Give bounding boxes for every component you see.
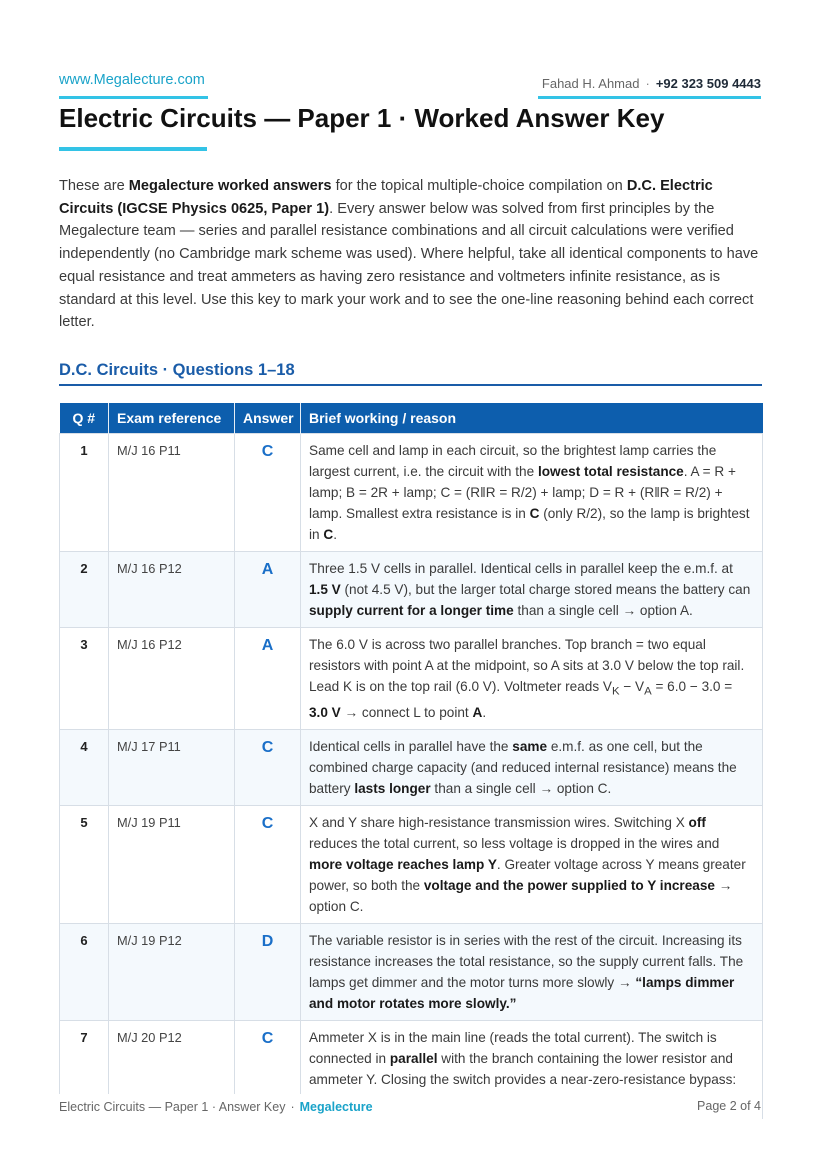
intro-text: . Every answer below was solved from first principles by the Megalecture team — series and parallel resistance combinations and all circuit calculations were verified independently (no Cambridge mark scheme was used). Where helpful, take all identical components to have equal resistance and treat ammeters as having zero resistance and voltmeters infinite resistance, as is standard at this level. Use this key to mark your work and to see the one-line reasoning behind each correct letter. xyxy=(59,200,759,331)
exam-reference: M/J 19 P11 xyxy=(109,806,235,924)
header-separator: · xyxy=(645,76,650,91)
reason-bold: parallel xyxy=(389,1051,438,1067)
footer-doc-title: Electric Circuits — Paper 1 · Answer Key xyxy=(59,1100,286,1114)
question-number: 2 xyxy=(60,551,109,627)
reason-text xyxy=(301,627,763,730)
reason-part: (not 4.5 V), but the larger total charge stored means the battery can xyxy=(340,581,751,597)
answer-letter: C xyxy=(235,806,301,924)
table-row xyxy=(60,924,763,1021)
reason-part: Three 1.5 V cells in parallel. Identical cells in parallel keep the e.m.f. at xyxy=(309,560,733,576)
answer-table xyxy=(59,403,763,1119)
table-row xyxy=(60,433,763,551)
reason-part: e.m.f. as one cell, but the combined charge capacity (and reduced internal resistance) means the battery xyxy=(309,739,737,797)
answer-letter: A xyxy=(235,551,301,627)
reason-part: . xyxy=(482,705,487,721)
page-title: Electric Circuits — Paper 1 · Worked Answer Key xyxy=(59,103,665,133)
title-underline xyxy=(59,147,207,151)
table-row xyxy=(60,551,763,627)
reason-part: . Greater voltage across Y means greater power, so both the xyxy=(309,857,746,894)
answer-letter: D xyxy=(235,924,301,1021)
subscript: K xyxy=(612,685,620,698)
reason-text xyxy=(301,924,763,1021)
reason-bold: more voltage reaches lamp Y xyxy=(309,857,497,873)
header-answer: Answer xyxy=(235,403,301,433)
reason-part: with the branch containing the lower resistor and ammeter Y. Closing the switch provides a near-zero-resistance bypass: xyxy=(309,1051,737,1088)
exam-reference: M/J 16 P11 xyxy=(109,433,235,551)
reason-part: → option C. xyxy=(309,878,733,915)
reason-bold: lowest total resistance xyxy=(537,463,684,479)
reason-bold: supply current for a longer time xyxy=(309,602,514,618)
answer-letter: A xyxy=(235,627,301,730)
reason-part: Identical cells in parallel have the xyxy=(309,739,513,755)
exam-reference: M/J 19 P12 xyxy=(109,924,235,1021)
reason-text xyxy=(301,551,763,627)
reason-part: Same cell and lamp in each circuit, so the brightest lamp carries the largest current, i.e. the circuit with the xyxy=(309,442,717,479)
phone-number: +92 323 509 4443 xyxy=(655,76,761,91)
reason-part: (only R/2), so the lamp is brightest in xyxy=(309,505,750,542)
reason-text xyxy=(301,806,763,924)
intro-bold: D.C. Electric Circuits (IGCSE Physics 0625, Paper 1) xyxy=(59,178,713,217)
reason-part: = 6.0 − 3.0 = xyxy=(651,678,733,694)
section-underline xyxy=(59,384,762,386)
reason-part: X and Y share high-resistance transmission wires. Switching X xyxy=(309,815,689,831)
answer-letter: C xyxy=(235,433,301,551)
intro-text: for the topical multiple-choice compilation on xyxy=(331,178,627,194)
reason-text xyxy=(301,433,763,551)
reason-bold: 3.0 V xyxy=(309,705,341,721)
question-number: 4 xyxy=(60,730,109,806)
reason-part: than a single cell → option A. xyxy=(513,602,693,618)
reason-part: than a single cell → option C. xyxy=(430,781,612,797)
section-heading: D.C. Circuits · Questions 1–18 xyxy=(59,361,295,379)
header-exam-reference: Exam reference xyxy=(109,403,235,433)
header-contact-underline xyxy=(538,96,761,99)
reason-bold: “lamps dimmer and motor rotates more slowly.” xyxy=(309,975,735,1012)
reason-part: → connect L to point xyxy=(340,705,473,721)
reason-bold: C xyxy=(529,505,540,521)
reason-bold: 1.5 V xyxy=(309,581,341,597)
exam-reference: M/J 17 P11 xyxy=(109,730,235,806)
question-number: 1 xyxy=(60,433,109,551)
reason-part: − V xyxy=(619,678,645,694)
table-header-row xyxy=(60,403,763,433)
reason-part: . xyxy=(333,526,337,542)
reason-part: reduces the total current, so less voltage is dropped in the wires and xyxy=(309,836,720,852)
reason-bold: C xyxy=(323,526,334,542)
table-row xyxy=(60,806,763,924)
author-name: Fahad H. Ahmad xyxy=(541,76,640,91)
reason-bold: voltage and the power supplied to Y increase xyxy=(423,878,715,894)
subscript: A xyxy=(644,685,652,698)
exam-reference: M/J 20 P12 xyxy=(109,1021,235,1119)
reason-text xyxy=(301,730,763,806)
exam-reference: M/J 16 P12 xyxy=(109,627,235,730)
reason-bold: A xyxy=(472,705,483,721)
page-number: Page 2 of 4 xyxy=(697,1099,761,1113)
intro-bold: Megalecture worked answers xyxy=(128,178,332,194)
reason-part: The variable resistor is in series with the rest of the circuit. Increasing its resistance increases the total resistance, so the supply current falls. The lamps get dimmer and the motor turns more slowly → xyxy=(309,933,744,991)
question-number: 5 xyxy=(60,806,109,924)
footer-brand: Megalecture xyxy=(299,1100,373,1114)
reason-part: The 6.0 V is across two parallel branches. Top branch = two equal resistors with point A at the midpoint, so A sits at 3.0 V below the top rail. Lead K is on the top rail (6.0 V). Voltmeter reads V xyxy=(309,636,745,694)
footer-separator: · xyxy=(290,1100,295,1114)
answer-letter: C xyxy=(235,730,301,806)
question-number: 6 xyxy=(60,924,109,1021)
reason-bold: lasts longer xyxy=(354,781,431,797)
intro-text: These are xyxy=(59,178,129,194)
table-row xyxy=(60,627,763,730)
question-number: 7 xyxy=(60,1021,109,1119)
header-contact xyxy=(542,76,761,91)
reason-part: Ammeter X is in the main line (reads the total current). The switch is connected in xyxy=(309,1030,717,1067)
table-row xyxy=(60,730,763,806)
intro-paragraph xyxy=(59,175,763,334)
header-reason: Brief working / reason xyxy=(301,403,763,433)
header-q-number: Q # xyxy=(60,403,109,433)
footer-document xyxy=(59,1100,375,1114)
reason-bold: off xyxy=(688,815,706,831)
reason-part: . A = R + lamp; B = 2R + lamp; C = (R‖R = R/2) + lamp; D = R + (R‖R = R/2) + lamp. Smallest extra resistance is in xyxy=(309,463,736,521)
question-number: 3 xyxy=(60,627,109,730)
answer-letter: C xyxy=(235,1021,301,1119)
exam-reference: M/J 16 P12 xyxy=(109,551,235,627)
website-link[interactable]: www.Megalecture.com xyxy=(59,72,205,88)
header-url-underline xyxy=(59,96,208,99)
reason-bold: same xyxy=(512,739,548,755)
